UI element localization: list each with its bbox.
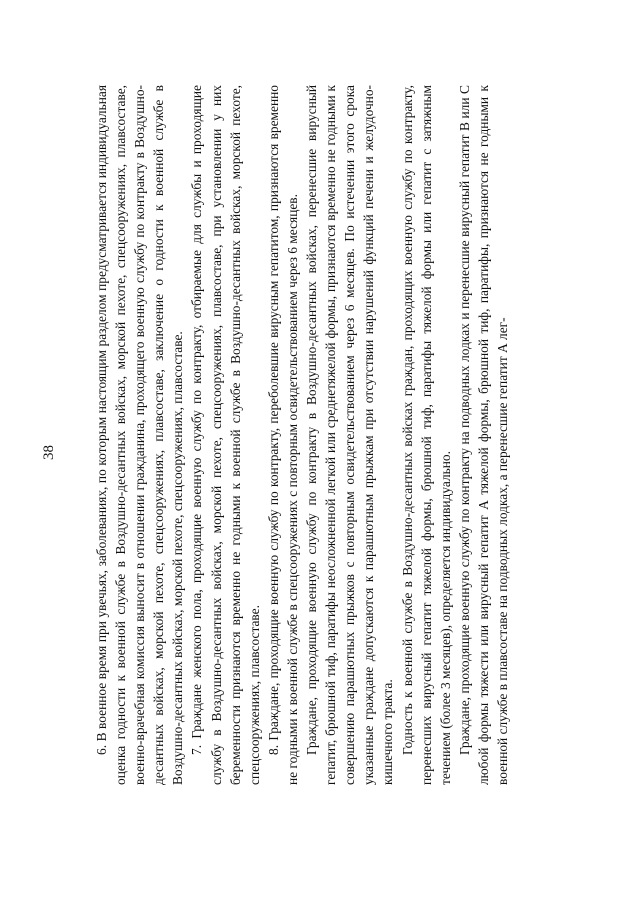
document-body — [92, 85, 512, 785]
paragraph-submarine: Граждане, проходящие военную службу по контракту на подводных лодках и перенесшие вирусный гепатит В или С любой формы тяжести или вирусный гепатит А тяжелой формы, брюшной тиф, паратифы, признаются не годными к военной службе в плавсоставе на подводных лодках, а перенесшие гепатит А лег- — [456, 85, 510, 785]
paragraph-airborne-fitness: Годность к военной службе в Воздушно-десантных войсках граждан, проходящих военную службу по контракту, перенесших вирусный гепатит тяжелой формы, брюшной тиф, паратифы тяжелой формы или гепатит с затяжным течением (более 3 месяцев), определяется индивидуально. — [399, 85, 453, 785]
paragraph-airborne-hepatitis: Граждане, проходящие военную службу по контракту в Воздушно-десантных войсках, перенесшие вирусный гепатит, брюшной тиф, паратифы неосложненной легкой или среднетяжелой формы, признаются временно не годными к совершению парашютных прыжков с повторным освидетельствованием через 6 месяцев. По истечении этого срока указанные граждане допускаются к парашютным прыжкам при отсутствии нарушений функций печени и желудочно-кишечного тракта. — [304, 85, 396, 785]
paragraph-6: 6. В военное время при увечьях, заболеваниях, по которым настоящим разделом предусматривается индивидуальная оценка годности к военной службе в Воздушно-десантных войсках, морской пехоте, спецсооружениях, плавсоставе, военно-врачебная комиссия выносит в отношении гражданина, проходящего военную службу по контракту в Воздушно-десантных войсках, морской пехоте, спецсооружениях, плавсоставе, заключение о годности к военной службе в Воздушно-десантных войсках, морской пехоте, спецсооружениях, плавсоставе. — [94, 85, 186, 785]
paragraph-8: 8. Граждане, проходящие военную службу по контракту, переболевшие вирусным гепатитом, признаются временно не годными к военной службе в спецсооружениях с повторным освидетельствованием через 6 месяцев. — [265, 85, 300, 785]
paragraph-7: 7. Граждане женского пола, проходящие военную службу по контракту, отбираемые для службы и проходящие службу в Воздушно-десантных войсках, морской пехоте, спецсооружениях, плавсоставе, при установлении у них беременности признаются временно не годными к военной службе в Воздушно-десантных войсках, морской пехоте, спецсооружениях, плавсоставе. — [189, 85, 262, 785]
page-number: 38 — [41, 445, 57, 460]
